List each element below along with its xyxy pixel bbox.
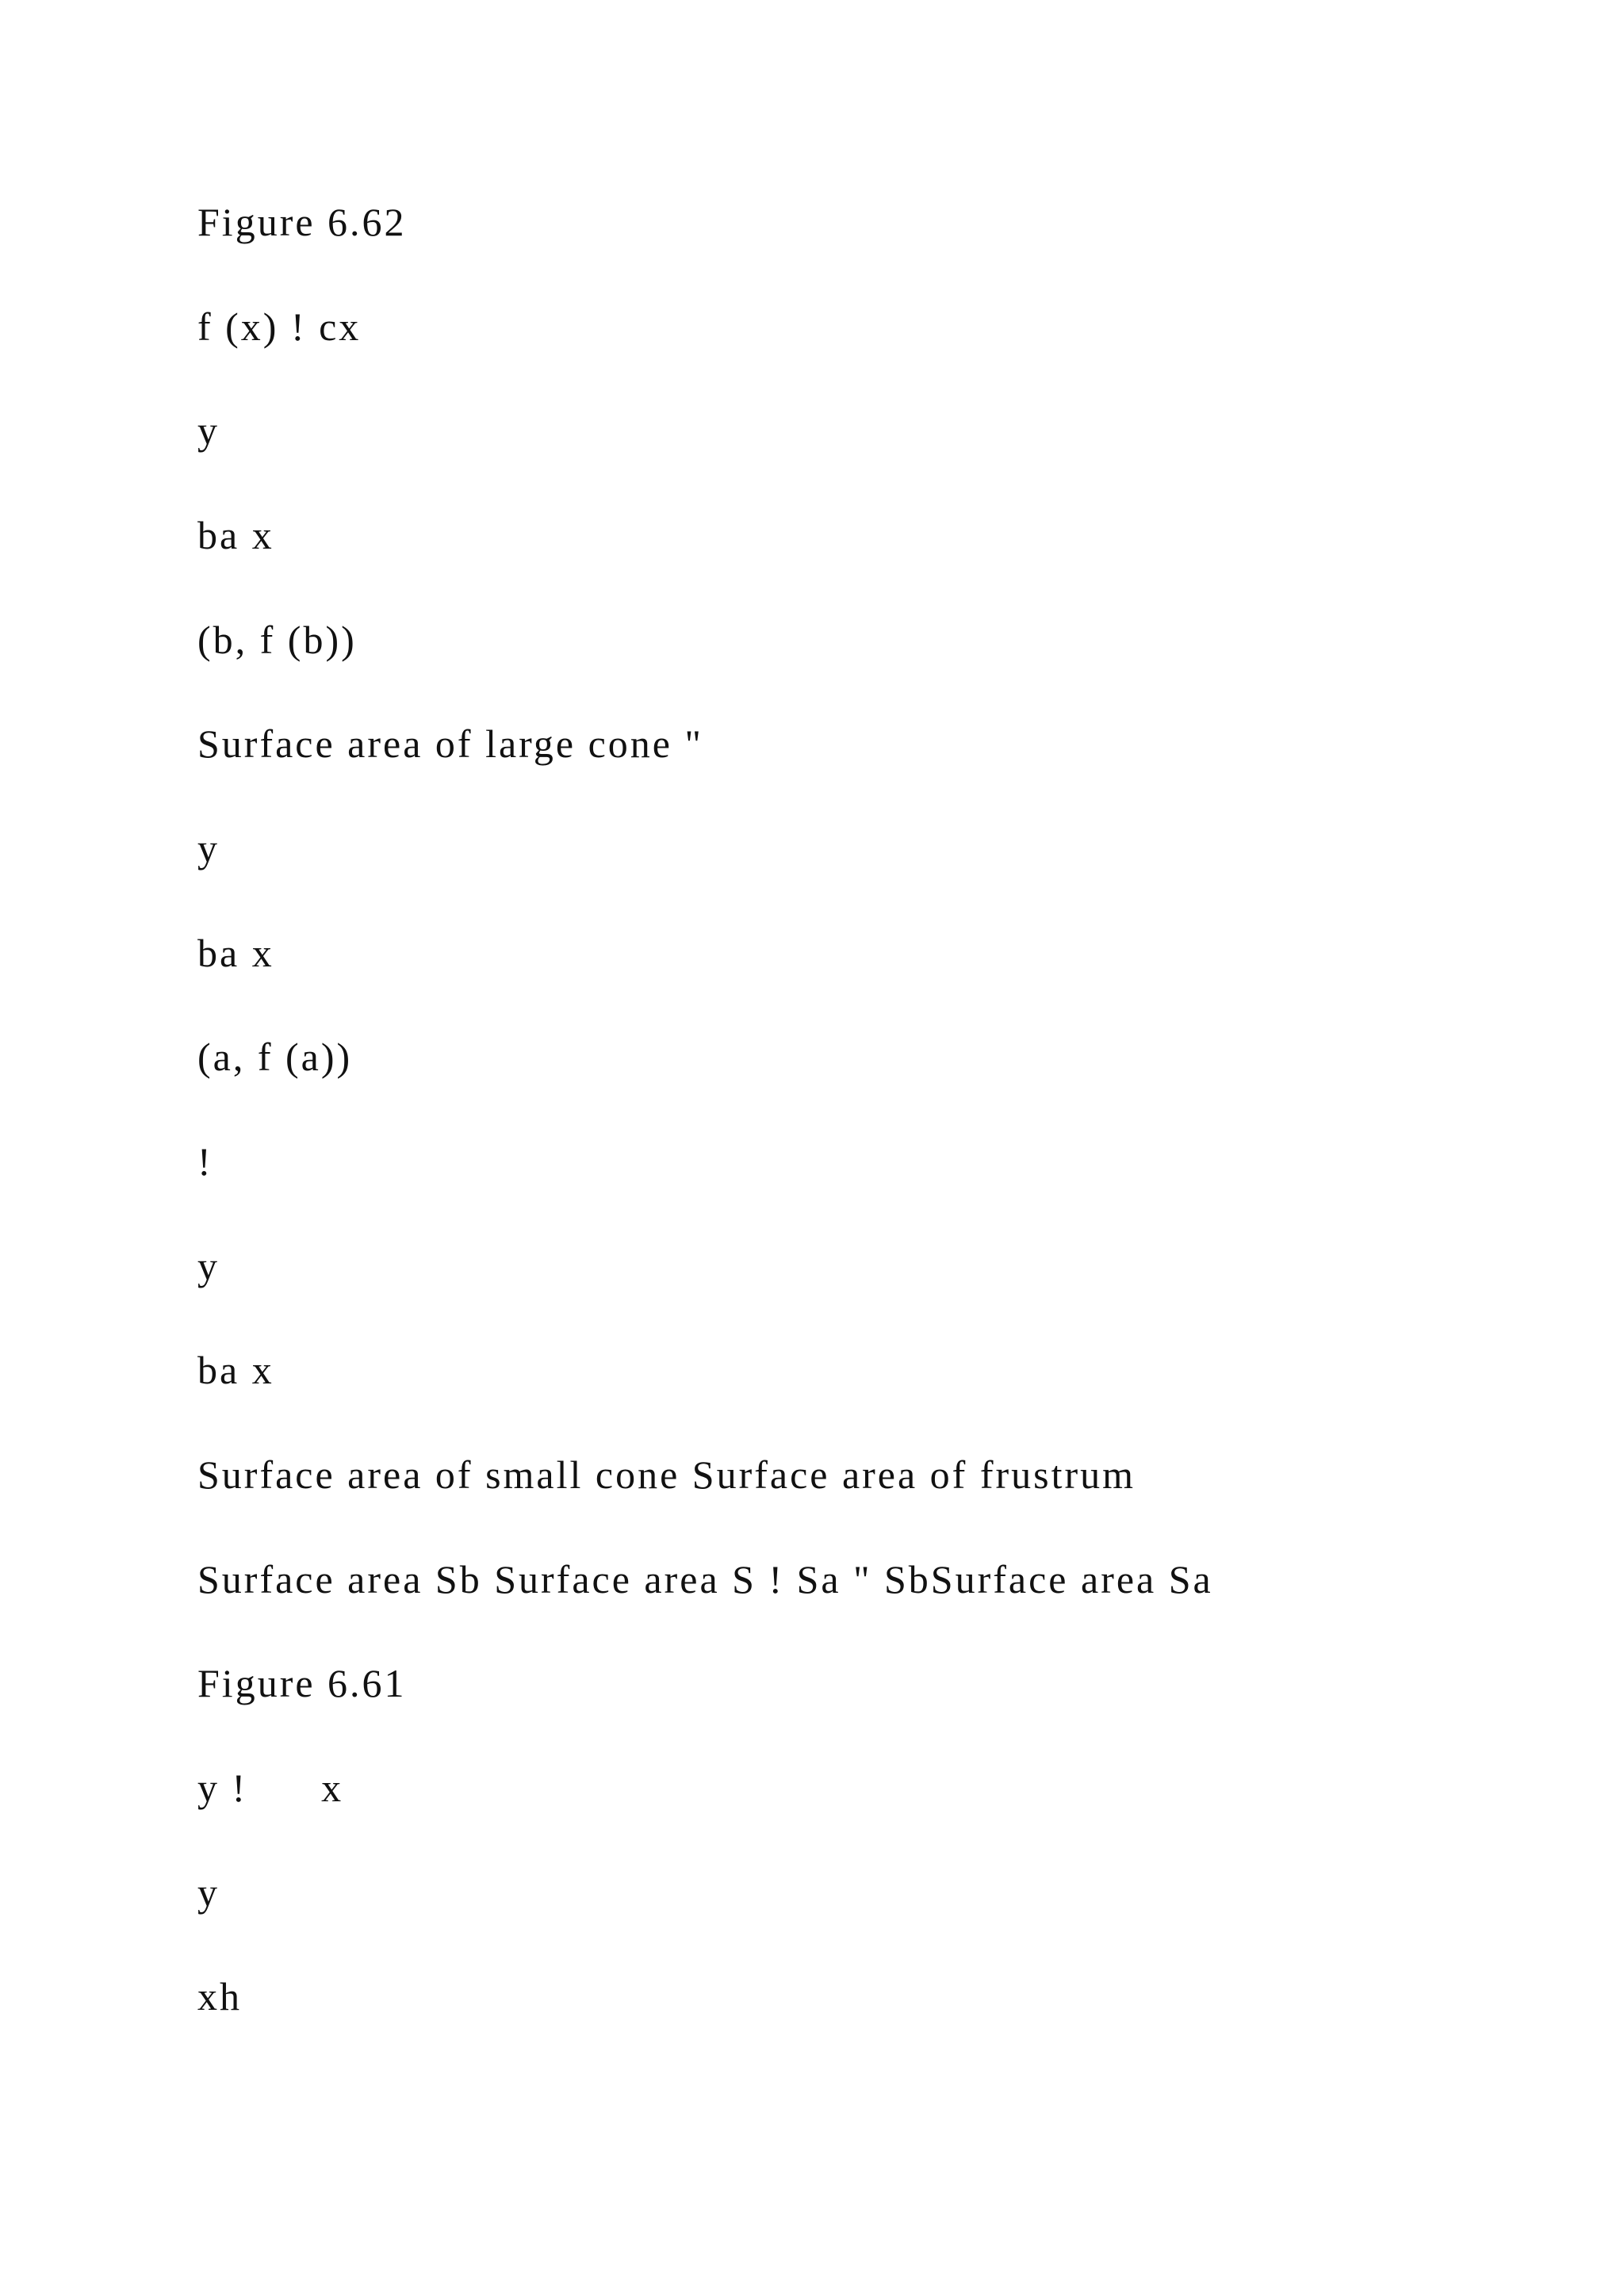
axis-label-y: y <box>197 408 220 453</box>
axis-label-bax: ba x <box>197 931 274 975</box>
axis-label-bax: ba x <box>197 513 274 557</box>
large-cone-label: Surface area of large cone " <box>197 721 703 766</box>
figure-caption-6-61: Figure 6.61 <box>197 1661 407 1705</box>
function-label: f (x) ! cx <box>197 304 362 349</box>
surface-area-equation: Surface area Sb Surface area S ! Sa " SbSurface area Sa <box>197 1557 1213 1601</box>
point-label-a: (a, f (a)) <box>197 1035 353 1079</box>
axis-label-bax: ba x <box>197 1348 274 1392</box>
axis-label-y: y <box>197 1244 220 1288</box>
point-label-b: (b, f (b)) <box>197 618 357 662</box>
small-cone-frustrum-label: Surface area of small cone Surface area of frustrum <box>197 1452 1136 1497</box>
equation-line: y ! x <box>197 1766 344 1810</box>
axis-label-y: y <box>197 826 220 871</box>
axis-label-xh: xh <box>197 1974 242 2019</box>
symbol-line: ! <box>197 1139 213 1184</box>
figure-caption-6-62: Figure 6.62 <box>197 200 407 244</box>
axis-label-y: y <box>197 1870 220 1915</box>
